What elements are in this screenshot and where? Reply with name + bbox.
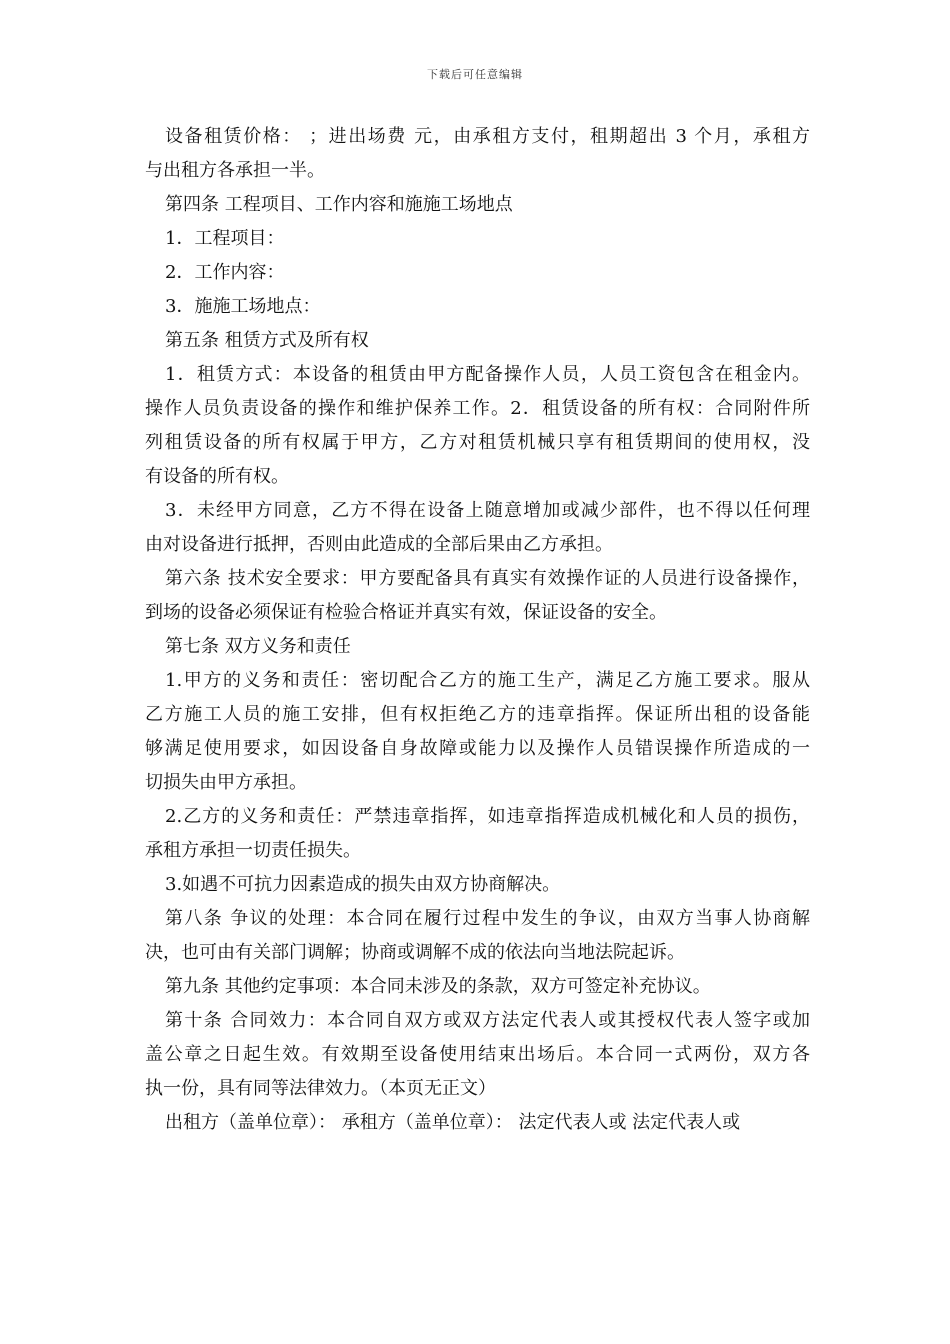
paragraph <box>145 1004 810 1106</box>
paragraph <box>145 800 810 868</box>
text-line: 出租方（盖单位章）： 承租方（盖单位章）： 法定代表人或 法定代表人或 <box>165 1112 741 1133</box>
text-line: 1．租赁方式：本设备的租赁由甲方配备操作人员，人员工资包含在租金内。 <box>165 364 810 385</box>
text-line: 1.甲方的义务和责任：密切配合乙方的施工生产，满足乙方施工要求。服从 <box>165 670 810 691</box>
text-line: 1．工程项目： <box>165 228 285 249</box>
text-line: 第六条 技术安全要求：甲方要配备具有真实有效操作证的人员进行设备操作， <box>165 568 810 589</box>
paragraph <box>145 562 810 630</box>
text-line: 3.如遇不可抗力因素造成的损失由双方协商解决。 <box>165 874 561 895</box>
text-line: 2.乙方的义务和责任：严禁违章指挥，如违章指挥造成机械化和人员的损伤， <box>165 806 810 827</box>
paragraph <box>145 358 810 494</box>
paragraph <box>145 664 810 800</box>
text-line: 由对设备进行抵押，否则由此造成的全部后果由乙方承担。 <box>145 534 613 555</box>
text-line: 第七条 双方义务和责任 <box>165 636 351 657</box>
text-line: 承租方承担一切责任损失。 <box>145 840 361 861</box>
text-line: 到场的设备必须保证有检验合格证并真实有效，保证设备的安全。 <box>145 602 667 623</box>
paragraph <box>145 868 810 902</box>
text-line: 够满足使用要求，如因设备自身故障或能力以及操作人员错误操作所造成的一 <box>145 738 810 759</box>
paragraph <box>145 222 810 256</box>
paragraph <box>145 1106 810 1140</box>
paragraph <box>145 902 810 970</box>
text-line: 3．未经甲方同意，乙方不得在设备上随意增加或减少部件，也不得以任何理 <box>165 500 810 521</box>
paragraph <box>145 290 810 324</box>
paragraph <box>145 324 810 358</box>
paragraph <box>145 494 810 562</box>
paragraph <box>145 970 810 1004</box>
text-line: 切损失由甲方承担。 <box>145 772 307 793</box>
text-line: 列租赁设备的所有权属于甲方，乙方对租赁机械只享有租赁期间的使用权，没 <box>145 432 810 453</box>
text-line: 有设备的所有权。 <box>145 466 289 487</box>
text-line: 乙方施工人员的施工安排，但有权拒绝乙方的违章指挥。保证所出租的设备能 <box>145 704 810 725</box>
text-line: 盖公章之日起生效。有效期至设备使用结束出场后。本合同一式两份，双方各 <box>145 1044 810 1065</box>
text-line: 设备租赁价格： ；进出场费 元，由承租方支付，租期超出 3 个月，承租方 <box>165 126 810 147</box>
text-line: 与出租方各承担一半。 <box>145 160 325 181</box>
paragraph <box>145 188 810 222</box>
paragraph <box>145 120 810 188</box>
text-line: 操作人员负责设备的操作和维护保养工作。2．租赁设备的所有权：合同附件所 <box>145 398 810 419</box>
paragraph <box>145 256 810 290</box>
text-line: 第九条 其他约定事项：本合同未涉及的条款，双方可签定补充协议。 <box>165 976 711 997</box>
text-line: 第五条 租赁方式及所有权 <box>165 330 369 351</box>
text-line: 执一份，具有同等法律效力。（本页无正文） <box>145 1078 496 1099</box>
text-line: 3．施施工场地点： <box>165 296 321 317</box>
paragraph <box>145 630 810 664</box>
page-header-note: 下载后可任意编辑 <box>427 68 523 81</box>
text-line: 第四条 工程项目、工作内容和施施工场地点 <box>165 194 513 215</box>
document-body <box>145 120 810 1140</box>
text-line: 2．工作内容： <box>165 262 285 283</box>
text-line: 第十条 合同效力：本合同自双方或双方法定代表人或其授权代表人签字或加 <box>165 1010 810 1031</box>
text-line: 第八条 争议的处理：本合同在履行过程中发生的争议，由双方当事人协商解 <box>165 908 810 929</box>
text-line: 决，也可由有关部门调解；协商或调解不成的依法向当地法院起诉。 <box>145 942 685 963</box>
